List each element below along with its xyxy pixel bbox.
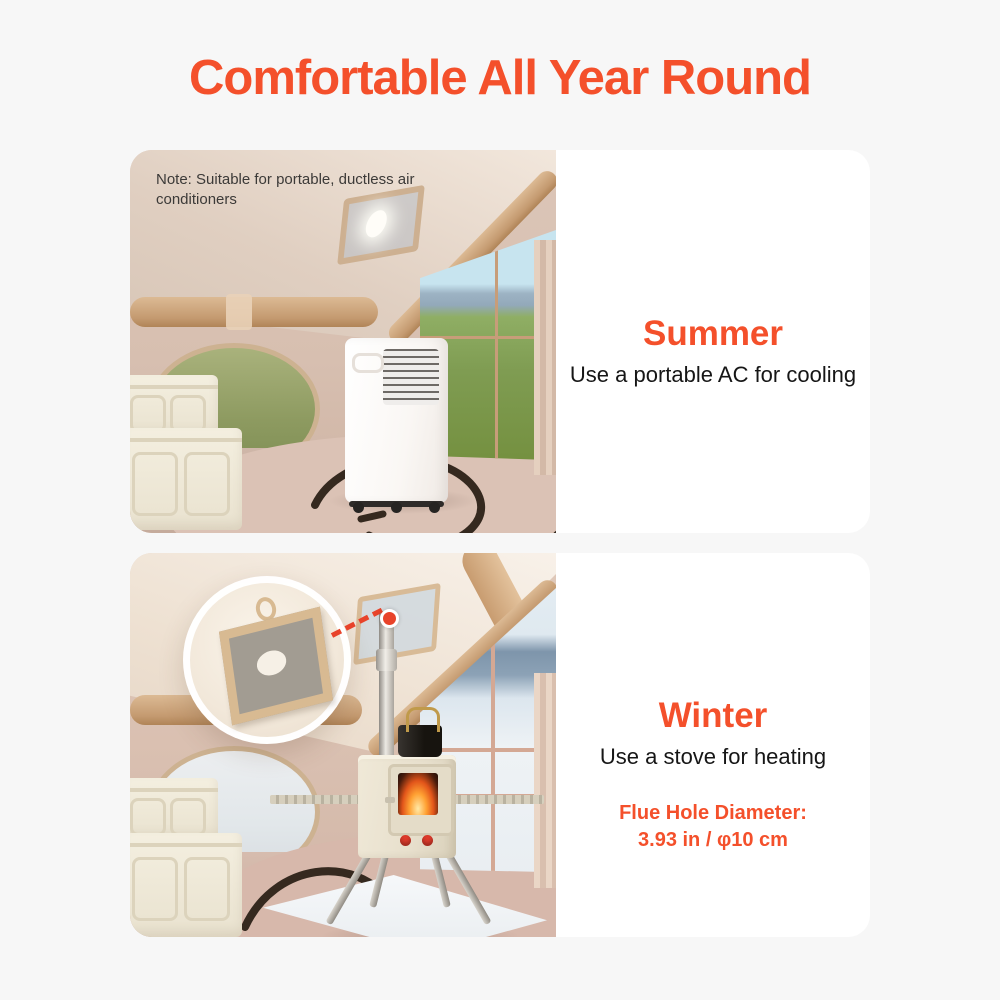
box-lid-line (130, 438, 242, 442)
summer-text-panel (556, 160, 870, 533)
winter-heading: Winter (658, 695, 768, 735)
vent-light (362, 209, 391, 239)
arrow-target-dot (380, 609, 399, 628)
box-panel (130, 798, 166, 836)
flue-hole (255, 647, 287, 678)
stove-door-latch (385, 797, 395, 803)
portable-ac-unit (345, 338, 448, 503)
ac-caster (429, 502, 440, 513)
winter-photo (130, 553, 556, 937)
ac-vent-grille (383, 349, 439, 405)
storage-box-lower (130, 833, 242, 937)
window-mullion (491, 611, 495, 878)
winter-description: Use a stove for heating (599, 743, 827, 769)
stove-chimney-pipe (379, 611, 394, 761)
box-panel (184, 452, 230, 516)
window-curtain (534, 240, 556, 475)
storage-box-upper (130, 778, 218, 840)
stove-side-shelf-right (452, 795, 544, 804)
box-lid-line (130, 788, 218, 792)
page-title: Comfortable All Year Round (189, 51, 811, 105)
stove-knob (422, 835, 433, 846)
box-panel (132, 452, 178, 516)
chimney-coupling (376, 649, 397, 671)
box-panel (184, 857, 230, 921)
summer-heading: Summer (642, 314, 784, 354)
stove-fire-window (398, 773, 438, 815)
winter-text-panel (556, 583, 870, 937)
ac-caster (353, 502, 364, 513)
photo-note: Note: Suitable for portable, ductless air conditioners (156, 171, 415, 209)
beam-strap (226, 294, 252, 330)
wood-stove (358, 755, 456, 858)
box-lid-line (130, 843, 242, 847)
stove-door (388, 764, 454, 836)
box-panel (132, 857, 178, 921)
winter-card (130, 553, 870, 937)
ac-handle (352, 353, 384, 373)
box-panel (170, 798, 206, 836)
stove-side-shelf-left (270, 795, 362, 804)
summer-description: Use a portable AC for cooling (569, 362, 857, 388)
spec-value: 3.93 in / φ10 cm (638, 829, 788, 852)
spec-label: Flue Hole Diameter: (619, 802, 807, 825)
summer-card (130, 150, 870, 533)
box-lid-line (130, 385, 218, 389)
inflatable-beam-horizontal (130, 297, 378, 327)
stove-knob (400, 835, 411, 846)
flue-hole-magnifier-circle (183, 576, 351, 744)
ac-caster (391, 502, 402, 513)
summer-photo (130, 150, 556, 533)
flue-hole-spec (619, 800, 807, 854)
window-mullion (495, 230, 498, 465)
kettle-handle (406, 707, 440, 732)
window-curtain (534, 673, 556, 888)
flue-hole-patch (219, 607, 333, 726)
storage-box-lower (130, 428, 242, 530)
